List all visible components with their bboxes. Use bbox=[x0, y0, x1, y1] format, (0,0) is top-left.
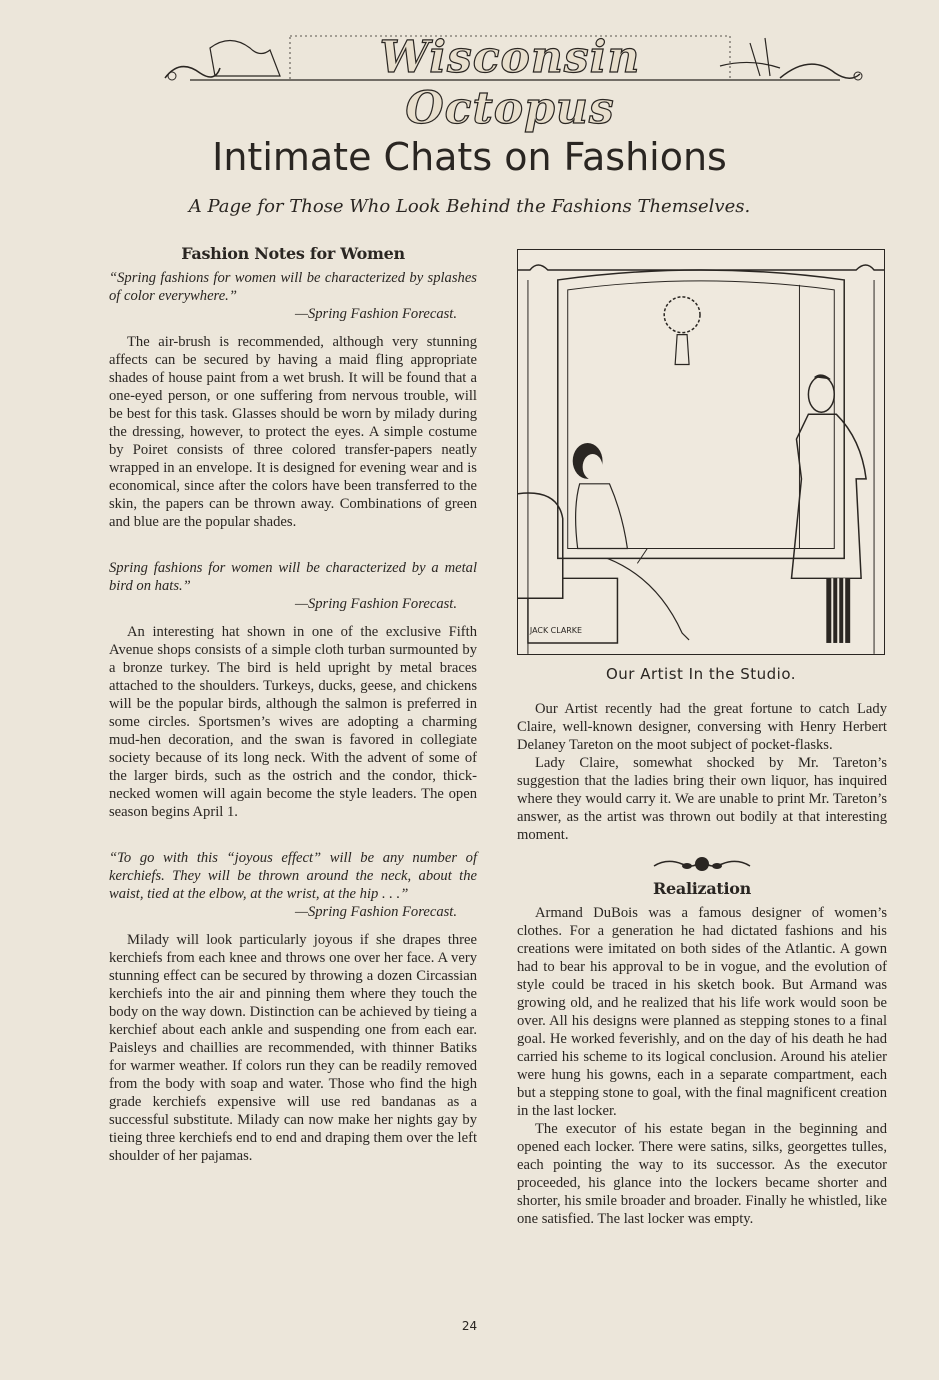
masthead bbox=[160, 28, 870, 134]
illustration-caption: Our Artist In the Studio. bbox=[605, 665, 797, 683]
artist-signature: JACK CLARKE bbox=[529, 626, 583, 636]
studio-illustration bbox=[517, 249, 885, 655]
section-source: —Spring Fashion Forecast. bbox=[294, 904, 457, 920]
left-column bbox=[109, 245, 477, 1165]
artist-paragraph: Our Artist recently had the great fortune to catch Lady Claire, well-known designer, conversing with Henry Herbert Delaney Tareton on the moot subject of pocket-flasks. bbox=[517, 701, 887, 753]
section-quote: “To go with this “joyous effect” will be any number of kerchiefs. They will be thrown around the neck, about the waist, tied at the elbow, at the wrist, at the hip . . .” bbox=[109, 850, 477, 902]
artist-paragraph: Lady Claire, somewhat shocked by Mr. Tareton’s suggestion that the ladies bring their own liquor, has inquired where they would carry it. We are unable to print Mr. Tareton’s answer, as the artist was thrown out bodily at that interesting moment. bbox=[517, 755, 887, 843]
realization-paragraph: Armand DuBois was a famous designer of women’s clothes. For a generation he had dictated fashions and his creations were imitated on both sides of the Atlantic. A gown had to bear his approval to be in vogue, and the evolution of style could be traced in his sketch book. But Armand was growing old, and he realized that his life work would soon be over. All his designs were planned as stepping stones to a final goal. He worked feverishly, and on the day of his death he had carried his scheme to its logical conclusion. Around his atelier were hung his gowns, each in a separate compartment, each but a stepping stone to goal, with the final magnificent creation in the last locker. bbox=[517, 905, 887, 1119]
section-quote: Spring fashions for women will be characterized by a metal bird on hats.” bbox=[109, 560, 477, 594]
section-source: —Spring Fashion Forecast. bbox=[294, 596, 457, 612]
section-body: Milady will look particularly joyous if she drapes three kerchiefs from each knee and throws one over her face. A very stunning effect can be secured by throwing a dozen Circassian kerchiefs into the air and pinning them where they touch the body on the way down. Distinction can be achieved by tieing a kerchief about each ankle and suspending one from each ear. Paisleys and chaillies are recommended, with thinner Batiks for warmer weather. If colors run they can be readily removed from the body with soap and water. Those who find the high grade kerchiefs expensive will use red bandanas as a successful substitute. Milady can now make her nights gay by tieing three kerchiefs end to end and draping them over the left shoulder of her pajamas. bbox=[109, 932, 477, 1164]
realization-paragraph: The executor of his estate began in the beginning and opened each locker. There were satins, silks, georgettes tulles, each pointing the way to its successor. As the executor proceeded, his glance into the lockers became shorter and shorter, his smile broader and broader. Finally he whistled, like one satisfied. The last locker was empty. bbox=[517, 1121, 887, 1227]
studio-drawing bbox=[518, 250, 884, 654]
section-divider-ornament bbox=[652, 854, 752, 874]
fashion-notes-heading: Fashion Notes for Women bbox=[181, 244, 405, 263]
section-body: The air-brush is recommended, although very stunning affects can be secured by having a maid fling appropriate shades of house paint from a wet brush. It will be found that a one-eyed person, or one suffering from nervous trouble, will be best for this task. Glasses should be worn by milady during the dressing, however, to protect the eyes. A simple costume by Poiret consists of three colored transfer-papers neatly wrapped in an envelope. It is designed for evening wear and is economical, since after the colors have been transferred to the skin, the papers can be thrown away. Combinations of green and blue are the popular shades. bbox=[109, 334, 477, 530]
section-quote: “Spring fashions for women will be characterized by splashes of color everywhere.” bbox=[109, 270, 477, 304]
masthead-title: Wisconsin Octopus bbox=[379, 32, 641, 134]
right-column bbox=[517, 700, 887, 1228]
page-title: Intimate Chats on Fashions bbox=[212, 135, 727, 179]
page-subtitle: A Page for Those Who Look Behind the Fashions Themselves. bbox=[188, 196, 751, 217]
realization-heading: Realization bbox=[653, 879, 751, 898]
page-number: 24 bbox=[461, 1319, 478, 1333]
section-body: An interesting hat shown in one of the exclusive Fifth Avenue shops consists of a simple cloth turban surmounted by a bronze turkey. The bird is held upright by metal braces attached to the shoulders. Turkeys, ducks, geese, and chickens will be the popular birds, although the salmon is preferred in some circles. Sportsmen’s wives are adopting a charming mud-hen decoration, and the swan is favored in collegiate society because of its long neck. With the advent of some of the larger birds, such as the ostrich and the condor, thick-necked women will again become the style leaders. The open season begins April 1. bbox=[109, 624, 477, 820]
section-source: —Spring Fashion Forecast. bbox=[294, 306, 457, 322]
